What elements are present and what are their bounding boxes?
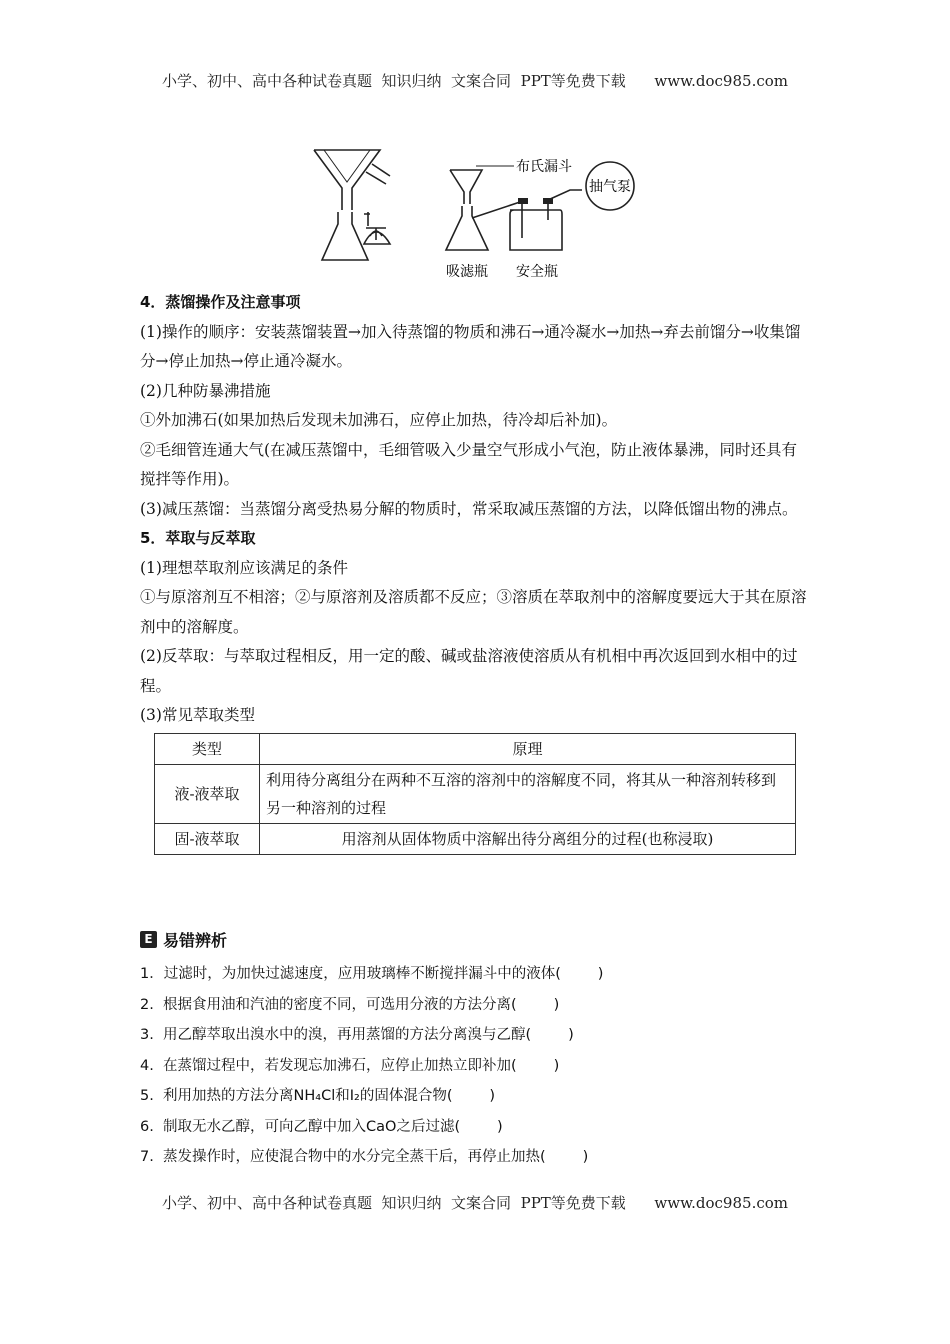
label-safety: 安全瓶 xyxy=(516,264,558,280)
error-analysis-title: 易错辨析 xyxy=(163,931,228,950)
table-cell-principle: 用溶剂从固体物质中溶解出待分离组分的过程(也称浸取) xyxy=(260,823,796,854)
burner-icon xyxy=(364,231,390,244)
table-row xyxy=(155,823,796,854)
list-item: 2. 根据食用油和汽油的密度不同，可选用分液的方法分离( ) xyxy=(140,996,560,1013)
list-item: 3. 用乙醇萃取出溴水中的溴，再用蒸馏的方法分离溴与乙醇( ) xyxy=(140,1027,574,1043)
section-badge-icon: E xyxy=(140,931,157,948)
list-item: 4. 在蒸馏过程中，若发现忘加沸石，应停止加热立即补加( ) xyxy=(140,1057,560,1074)
error-analysis-list xyxy=(140,959,820,1173)
list-item: 5. 利用加热的方法分离NH₄Cl和I₂的固体混合物( ) xyxy=(140,1088,496,1104)
table-cell-type: 液-液萃取 xyxy=(155,764,260,823)
page-footer: 小学、初中、高中各种试卷真题 知识归纳 文案合同 PPT等免费下载 www.doc985.com xyxy=(161,1194,788,1212)
list-item: 1．过滤时，为加快过滤速度，应用玻璃棒不断搅拌漏斗中的液体( ) xyxy=(140,966,604,982)
safety-bottle-icon xyxy=(510,210,562,250)
table-header-row xyxy=(155,733,796,764)
section-5-p4: (3)常见萃取类型 xyxy=(140,706,255,724)
label-flask: 吸滤瓶 xyxy=(446,264,488,280)
table-cell-principle: 利用待分离组分在两种不互溶的溶剂中的溶解度不同，将其从一种溶剂转移到另一种溶剂的过程 xyxy=(260,764,796,823)
suction-flask-icon xyxy=(446,206,488,250)
section-4-p4: ②毛细管连通大气(在减压蒸馏中，毛细管吸入少量空气形成小气泡，防止液体暴沸，同时还具有搅拌等作用)。 xyxy=(140,440,798,488)
table-header-type: 类型 xyxy=(155,733,260,764)
table-header-principle: 原理 xyxy=(260,733,796,764)
main-content xyxy=(140,288,812,855)
heating-arm-icon xyxy=(366,164,390,184)
section-5-p1: (1)理想萃取剂应该满足的条件 xyxy=(140,558,348,577)
section-5-title: 5．萃取与反萃取 xyxy=(140,529,256,547)
table-row xyxy=(155,764,796,823)
list-item: 6. 制取无水乙醇，可向乙醇中加入CaO之后过滤( ) xyxy=(140,1118,503,1135)
section-4-title: 4．蒸馏操作及注意事项 xyxy=(140,293,301,311)
funnel-icon xyxy=(314,150,380,210)
table-cell-type: 固-液萃取 xyxy=(155,823,260,854)
list-item: 7. 蒸发操作时，应使混合物中的水分完全蒸干后，再停止加热( ) xyxy=(140,1149,589,1165)
error-analysis-heading xyxy=(140,928,227,951)
label-pump: 抽气泵 xyxy=(589,179,631,195)
section-4-p5: (3)减压蒸馏：当蒸馏分离受热易分解的物质时，常采取减压蒸馏的方法，以降低馏出物的沸点。 xyxy=(140,499,798,518)
section-4-p1: (1)操作的顺序：安装蒸馏装置→加入待蒸馏的物质和沸石→通冷凝水→加热→弃去前馏分→收集馏分→停止加热→停止通冷凝水。 xyxy=(140,322,801,370)
section-4-p3: ①外加沸石(如果加热后发现未加沸石，应停止加热，待冷却后补加)。 xyxy=(140,411,618,429)
conical-flask-icon xyxy=(322,212,368,260)
page-header: 小学、初中、高中各种试卷真题 知识归纳 文案合同 PPT等免费下载 www.doc985.com xyxy=(161,72,788,90)
section-5-p2: ①与原溶剂互不相溶；②与原溶剂及溶质都不反应；③溶质在萃取剂中的溶解度要远大于其在原溶剂中的溶解度。 xyxy=(140,588,807,636)
filtration-apparatus-figure xyxy=(300,140,680,285)
section-4-p2: (2)几种防暴沸措施 xyxy=(140,381,271,400)
label-funnel: 布氏漏斗 xyxy=(516,159,572,175)
buchner-funnel-icon xyxy=(450,170,482,204)
extraction-types-table xyxy=(154,733,796,855)
section-5-p3: (2)反萃取：与萃取过程相反，用一定的酸、碱或盐溶液使溶质从有机相中再次返回到水相中的过程。 xyxy=(140,647,798,695)
